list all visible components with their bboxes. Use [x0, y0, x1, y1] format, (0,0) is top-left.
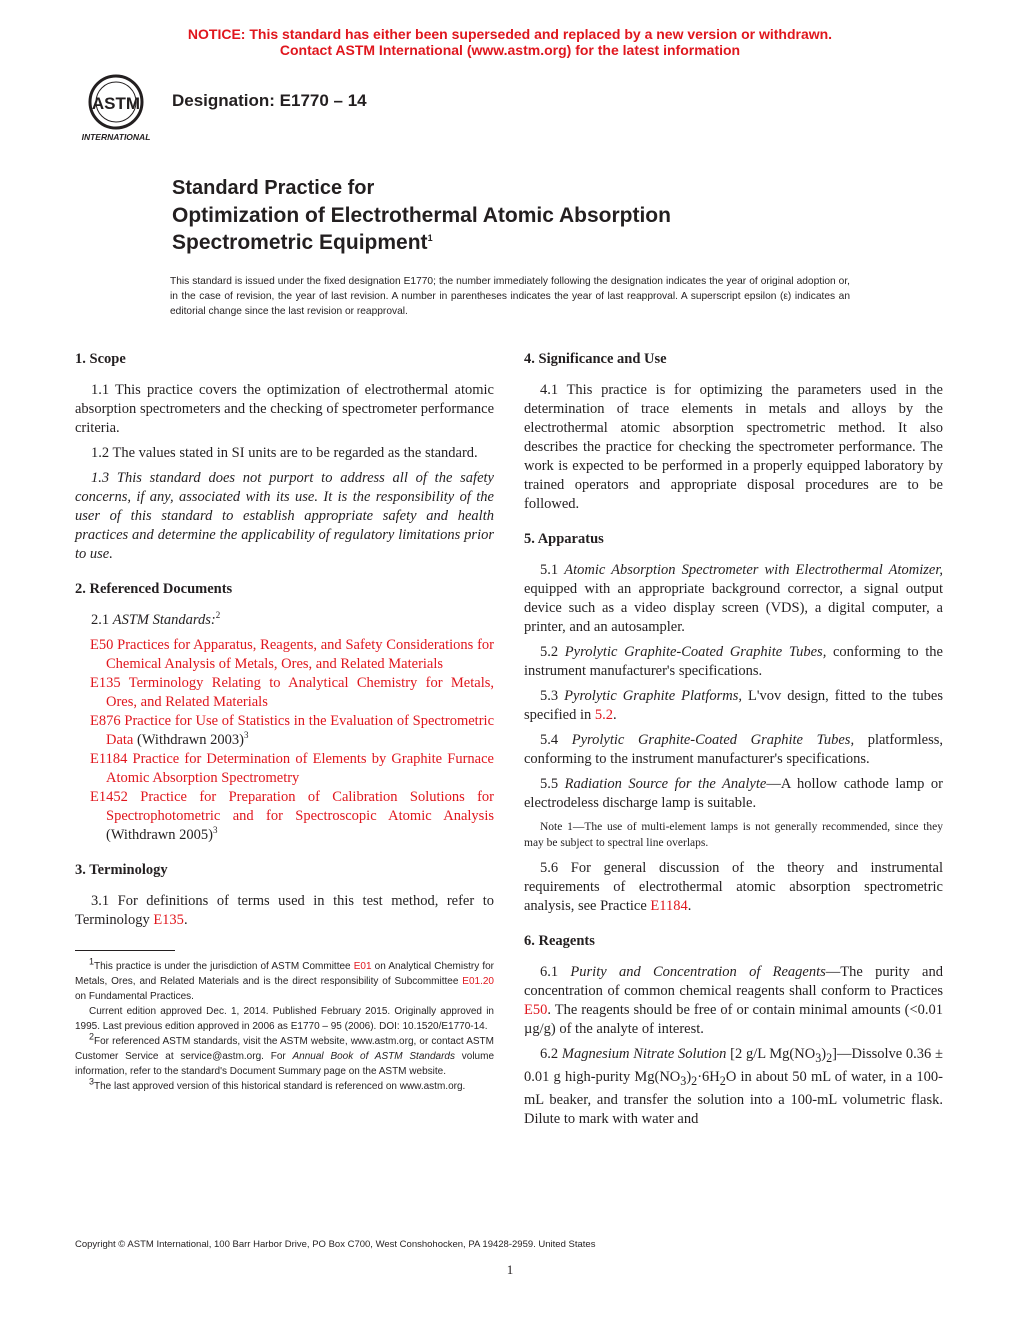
paragraph-3-1: 3.1 For definitions of terms used in this test method, refer to Terminology E135.	[75, 893, 494, 928]
footnote-1: $^1$This practice is under the jurisdiction of ASTM Committee E01 on Analytical Chemistry for Metals, Ores, and Related Materials and is the direct responsibility of Subcommittee E01.20 on Fundamental Practices.	[75, 956, 494, 1002]
reference-link[interactable]: E876	[90, 713, 121, 729]
paragraph-1-3: 1.3 This standard does not purport to address all of the safety concerns, if any, associated with its use. It is the responsibility of the user of this standard to establish appropriate safety and health practices and determine the applicability of regulatory limitations prior to use.	[75, 470, 494, 562]
title-line-1: Standard Practice for	[172, 177, 375, 199]
right-column	[524, 350, 943, 1135]
paragraph-5-1: 5.1 Atomic Absorption Spectrometer with Electrothermal Atomizer, equipped with an appropriate background corrector, a signal output device such as a video display screen (VDS), a digital computer, a printer, and an autosampler.	[524, 562, 944, 635]
footnote-3: $^3$The last approved version of this historical standard is referenced on www.astm.org.	[89, 1076, 466, 1092]
section-terminology-heading: 3. Terminology	[75, 862, 168, 878]
reference-link[interactable]: E1452	[90, 789, 128, 805]
section-referenced-docs-heading: 2. Referenced Documents	[75, 581, 233, 597]
e135-link[interactable]: E135	[153, 912, 184, 928]
notice-line-2: Contact ASTM International (www.astm.org) for the latest information	[279, 42, 741, 58]
footnote-rule	[75, 950, 175, 951]
paragraph-6-1: 6.1 Purity and Concentration of Reagents—The purity and concentration of common chemical reagents shall conform to Practices E50. The reagents should be free of or contain minimal amounts (<0.01 µg/g) of the analyte of interest.	[524, 964, 943, 1037]
e50-link[interactable]: E50	[524, 1002, 548, 1018]
page-number: 1	[506, 1262, 514, 1277]
paragraph-6-2: 6.2 Magnesium Nitrate Solution [2 g/L $Mg(NO_3)_2]—Dissolve$ 0.36 ± 0.01 g high-purity $Mg(NO_3)_2\cdot 6H_2O$ in about 50 mL of water, in a 100-mL beaker, and transfer the solution into a 100-mL volumetric flask. Dilute to mark with water and	[524, 1046, 943, 1127]
section-significance-heading: 4. Significance and Use	[524, 351, 667, 367]
reference-item: E135 Terminology Relating to Analytical Chemistry for Metals, Ores, and Related Materials	[90, 675, 494, 710]
section-5-2-link[interactable]: 5.2	[594, 707, 613, 723]
reference-item: E1452 Practice for Preparation of Calibration Solutions for Spectrophotometric and for Spectroscopic Atomic Analysis (Withdrawn 2005)$^3$	[90, 789, 495, 843]
title-line-3: Spectrometric Equipment$^1$	[172, 231, 433, 254]
footnote-1-edition: Current edition approved Dec. 1, 2014. Published February 2015. Originally approved in 1995. Last previous edition approved in 2006 as E1770 – 95 (2006). DOI: 10.1520/E1770-14.	[75, 1006, 494, 1032]
notice-line-1: NOTICE: This standard has either been superseded and replaced by a new version or withdrawn.	[187, 26, 833, 42]
section-reagents-heading: 6. Reagents	[524, 933, 595, 949]
svg-text:INTERNATIONAL: INTERNATIONAL	[81, 132, 151, 142]
paragraph-5-2: 5.2 Pyrolytic Graphite-Coated Graphite Tubes, conforming to the instrument manufacturer's specifications.	[524, 644, 943, 679]
superseded-notice	[0, 26, 1020, 58]
paragraph-5-6: 5.6 For general discussion of the theory and instrumental requirements of electrothermal atomic absorption spectrometric analysis, see Practice E1184.	[524, 860, 943, 914]
title-line-2: Optimization of Electrothermal Atomic Absorption	[172, 204, 671, 227]
footnote-2: $^2$For referenced ASTM standards, visit the ASTM website, www.astm.org, or contact ASTM Customer Service at service@astm.org. For Annual Book of ASTM Standards volume information, refer to the standard's Document Summary page on the ASTM website.	[75, 1031, 494, 1077]
e01-20-link[interactable]: E01.20	[462, 976, 494, 987]
paragraph-5-5: 5.5 Radiation Source for the Analyte—A hollow cathode lamp or electrodeless discharge lamp is suitable.	[524, 776, 943, 811]
paragraph-1-1: 1.1 This practice covers the optimization of electrothermal atomic absorption spectrometers and the checking of spectrometer performance criteria.	[75, 382, 494, 436]
reference-item: E50 Practices for Apparatus, Reagents, and Safety Considerations for Chemical Analysis of Metals, Ores, and Related Materials	[90, 637, 494, 672]
svg-text:ASTM: ASTM	[91, 94, 141, 113]
document-title	[172, 175, 671, 256]
astm-logo	[72, 74, 162, 144]
reference-link[interactable]: E50	[90, 637, 114, 653]
designation: Designation: E1770 – 14	[172, 91, 367, 110]
paragraph-2-1: 2.1 ASTM Standards:$^2$	[91, 610, 221, 628]
paragraph-1-2: 1.2 The values stated in SI units are to be regarded as the standard.	[91, 445, 478, 461]
reference-item: E1184 Practice for Determination of Elements by Graphite Furnace Atomic Absorption Spectrometry	[90, 751, 494, 786]
paragraph-4-1: 4.1 This practice is for optimizing the parameters used in the determination of trace elements in metals and alloys by the electrothermal atomic absorption spectrometric method. It also describes the practice for checking the spectrometer performance. The work is expected to be performed in a properly equipped laboratory by trained operators and appropriate disposal procedures are to be followed.	[524, 382, 943, 512]
e1184-link[interactable]: E1184	[650, 898, 688, 914]
note-1: Note 1—The use of multi-element lamps is not generally recommended, since they may be subject to spectral line overlaps.	[524, 821, 943, 849]
reference-item: E876 Practice for Use of Statistics in the Evaluation of Spectrometric Data (Withdrawn 2003)$^3$	[90, 713, 495, 748]
reference-link[interactable]: E135	[90, 675, 121, 691]
left-column	[75, 350, 494, 1094]
paragraph-5-3: 5.3 Pyrolytic Graphite Platforms, L'vov design, fitted to the tubes specified in 5.2.	[524, 688, 944, 723]
standard-intro: This standard is issued under the fixed designation E1770; the number immediately following the designation indicates the year of original adoption or, in the case of revision, the year of last revision. A number in parentheses indicates the year of last reapproval. A superscript epsilon (ε) indicates an editorial change since the last revision or reapproval.	[170, 276, 850, 317]
e01-link[interactable]: E01	[353, 961, 372, 972]
section-scope-heading: 1. Scope	[75, 351, 126, 367]
reference-list	[75, 636, 494, 845]
copyright-footer: Copyright © ASTM International, 100 Barr Harbor Drive, PO Box C700, West Conshohocken, PA 19428-2959. United States	[75, 1239, 596, 1250]
paragraph-5-4: 5.4 Pyrolytic Graphite-Coated Graphite Tubes, platformless, conforming to the instrument manufacturer's specifications.	[524, 732, 943, 767]
reference-link[interactable]: E1184	[90, 751, 128, 767]
section-apparatus-heading: 5. Apparatus	[524, 531, 604, 547]
